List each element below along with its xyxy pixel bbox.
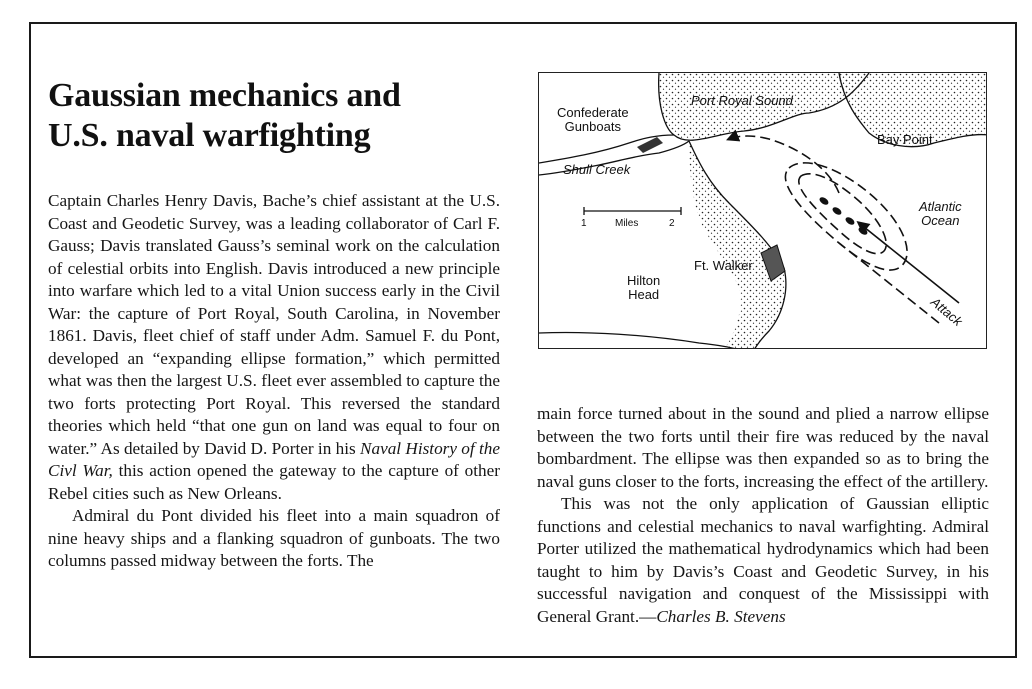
ships — [818, 196, 869, 237]
paragraph-2: Admiral du Pont divided his fleet into a main squadron of nine heavy ships and a flanking squadron of gunboats. The two columns passed midway between the forts. The — [48, 506, 500, 570]
title-line-1: Gaussian mechanics and — [48, 77, 401, 114]
article-title — [48, 76, 518, 156]
scale-bar — [584, 207, 681, 215]
attack-route — [859, 223, 959, 303]
left-column — [48, 190, 500, 573]
label-hilton-head: Hilton Head — [627, 273, 661, 302]
right-column — [537, 403, 989, 628]
scale-label-1: 1 — [581, 218, 587, 229]
flank-route — [729, 136, 839, 193]
scale-label-miles: Miles — [615, 218, 639, 229]
paragraph-1: Captain Charles Henry Davis, Bache’s chief assistant at the U.S. Coast and Geodetic Survey, was a leading collaborator of Carl F. Gauss; Davis translated Gauss’s seminal work on the calculation of celestial orbits into English. Davis introduced a new principle into warfare which led to a vital Union success early in the Civil War: the capture of Port Royal, South Carolina, in November 1861. Davis, fleet chief of staff under Adm. Samuel F. du Pont, developed an “expanding ellipse formation,” which permitted what was then the largest U.S. fleet ever assembled to capture the two forts protecting Port Royal. This reversed the standard theories which held “that one gun on land was equal to four on water.” As detailed by David D. Porter in his Naval History of the Civl War, this action opened the gateway to the capture of other Rebel cities such as New Orleans. — [48, 191, 501, 503]
label-atlantic-ocean: Atlantic Ocean — [919, 199, 962, 228]
ellipse-formation — [785, 163, 907, 270]
title-line-2: U.S. naval warfighting — [48, 117, 371, 154]
scale-label-2: 2 — [669, 218, 675, 229]
byline: Charles B. Stevens — [656, 606, 786, 626]
label-confederate-gunboats: Confederate Gunboats — [557, 105, 629, 134]
paragraph-2-continued: main force turned about in the sound and plied a narrow ellipse between the two forts until their fire was reduced by the naval bombardment. The ellipse was then expanded so as to bring the naval guns closer to the forts, increasing the effect of the artillery. — [537, 404, 989, 491]
label-ft-walker: Ft. Walker — [694, 258, 753, 273]
label-port-royal-sound: Port Royal Sound — [691, 93, 793, 108]
label-attack: Attack — [928, 294, 966, 329]
label-bay-point: Bay Point — [877, 132, 933, 147]
book-title: Naval History of the Civl War, — [48, 438, 501, 480]
port-royal-map — [538, 72, 987, 349]
label-shull-creek: Shull Creek — [563, 162, 631, 177]
paragraph-3: This was not the only application of Gaussian elliptic functions and celestial mechanics to naval warfighting. Admiral Porter utilized the mathematical hydrodynamics which had been taught to him by Davis’s Coast and Geodetic Survey, in his successful navigation and conquest of the Mississippi with General Grant.—Charles B. Stevens — [537, 494, 989, 626]
hilton-head-shore — [689, 141, 786, 349]
